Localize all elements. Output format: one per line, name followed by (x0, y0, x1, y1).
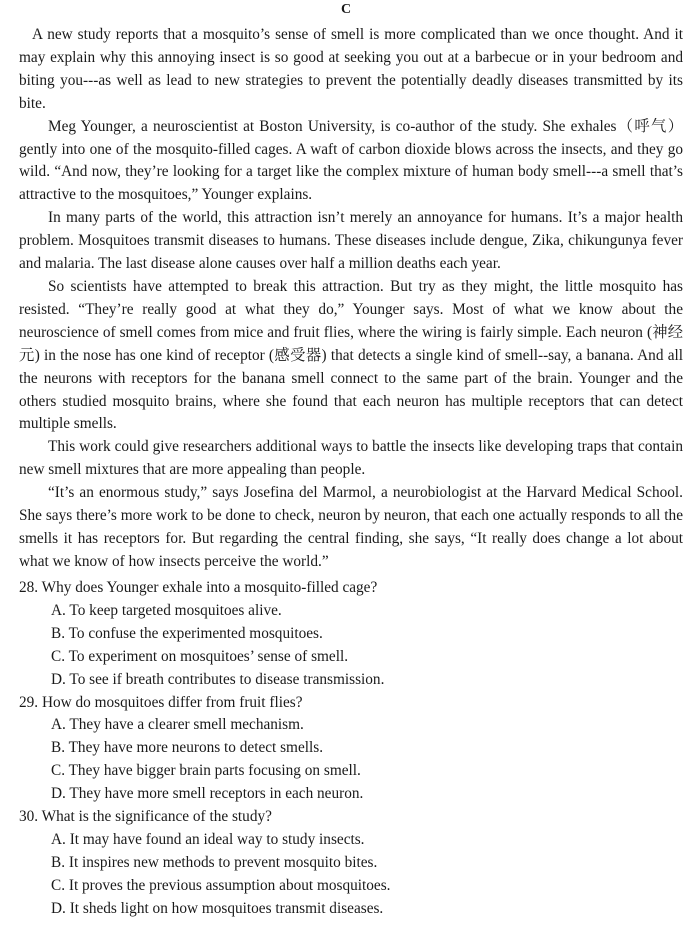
passage-paragraph: Meg Younger, a neuroscientist at Boston University, is co-author of the study. She exhales（呼气）gently into one of the mosquito-filled cages. A waft of carbon dioxide blows across the insects, and they go wild. “And now, they’re looking for a target like the complex mixture of human body smell---a smell that’s attractive to the mosquitoes,” Younger explains. (19, 117, 683, 204)
question-stem: 28. Why does Younger exhale into a mosquito-filled cage? (19, 579, 378, 596)
question-29 (19, 692, 683, 807)
option-a: A. They have a clearer smell mechanism. (51, 716, 304, 734)
option-d: D. To see if breath contributes to disease transmission. (51, 670, 385, 688)
option-list (19, 829, 683, 921)
option-c: C. To experiment on mosquitoes’ sense of smell. (51, 647, 349, 665)
passage-paragraph: A new study reports that a mosquito’s sense of smell is more complicated than we once thought. And it may explain why this annoying insect is so good at seeking you out at a barbecue or in your bedroom and biting you---as well as lead to new strategies to prevent the potentially deadly diseases transmitted by its bite. (19, 26, 683, 112)
question-list (19, 577, 683, 921)
option-c: C. It proves the previous assumption about mosquitoes. (51, 876, 391, 894)
option-d: D. It sheds light on how mosquitoes transmit diseases. (51, 899, 384, 917)
passage-paragraph: In many parts of the world, this attraction isn’t merely an annoyance for humans. It’s a major health problem. Mosquitoes transmit diseases to humans. These diseases include dengue, Zika, chikungunya fever and malaria. The last disease alone causes over half a million deaths each year. (19, 209, 683, 273)
question-30 (19, 806, 683, 921)
section-heading: C (340, 2, 352, 17)
passage-paragraph: So scientists have attempted to break this attraction. But try as they might, the little mosquito has resisted. “They’re really good at what they do,” Younger says. Most of what we know about the neuroscience of smell comes from mice and fruit flies, where the wiring is fairly simple. Each neuron (神经元) in the nose has one kind of receptor (感受器) that detects a single kind of smell--say, a banana. And all the neurons with receptors for the banana smell connect to the same part of the brain. Younger and the others studied mosquito brains, where she found that each neuron has multiple receptors that can detect multiple smells. (19, 277, 683, 433)
option-list (19, 600, 683, 692)
option-c: C. They have bigger brain parts focusing on smell. (51, 762, 361, 780)
option-b: B. They have more neurons to detect smells. (51, 739, 324, 757)
reading-passage (19, 24, 683, 574)
option-d: D. They have more smell receptors in each neuron. (51, 785, 364, 803)
question-28 (19, 577, 683, 692)
question-stem: 30. What is the significance of the study? (19, 808, 272, 826)
option-b: B. To confuse the experimented mosquitoes. (51, 624, 323, 642)
passage-paragraph: This work could give researchers additional ways to battle the insects like developing traps that contain new smell mixtures that are more appealing than people. (19, 438, 683, 479)
option-a: A. It may have found an ideal way to study insects. (51, 830, 365, 848)
option-list (19, 714, 683, 806)
passage-paragraph: “It’s an enormous study,” says Josefina del Marmol, a neurobiologist at the Harvard Medical School. She says there’s more work to be done to check, neuron by neuron, that each one actually responds to all the smells it has receptors for. But regarding the central finding, she says, “It really does change a lot about what we know of how insects perceive the world.” (19, 484, 683, 570)
question-stem: 29. How do mosquitoes differ from fruit flies? (19, 693, 303, 711)
option-b: B. It inspires new methods to prevent mosquito bites. (51, 853, 378, 871)
option-a: A. To keep targeted mosquitoes alive. (51, 601, 282, 619)
